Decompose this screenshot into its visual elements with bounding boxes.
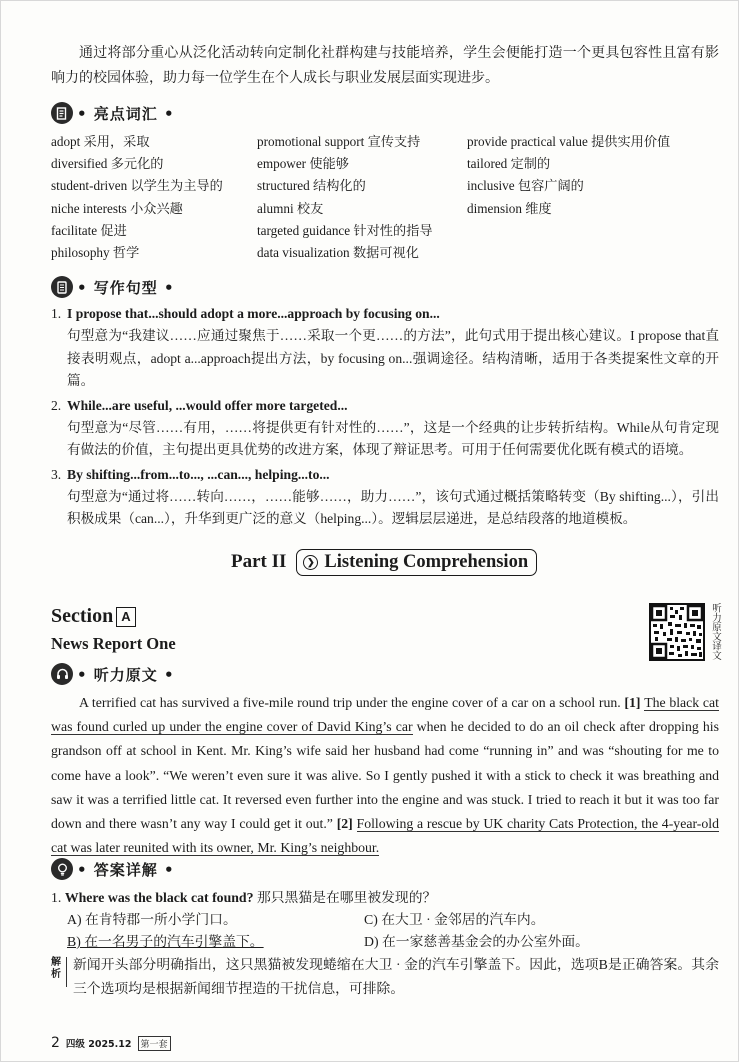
writing-heading xyxy=(51,275,175,299)
pattern-explanation: 句型意为“尽管……有用，……将提供更有针对性的……”，这是一个经典的让步转折结构。While从句肯定现有做法的价值，主句提出更具优势的改进方案，体现了辩证思考。可用于任何需要优化既有模式的语境。 xyxy=(67,419,719,457)
news-report-title: News Report One xyxy=(51,634,176,653)
vocab-grid xyxy=(51,131,719,264)
vocab-item: diversified 多元化的 xyxy=(51,156,164,172)
answer-marker-2: [2] xyxy=(336,816,357,832)
publication-label: 四级 2025.12 xyxy=(65,1039,132,1050)
vocab-item: promotional support 宣传支持 xyxy=(257,134,421,149)
answers-heading xyxy=(51,857,175,881)
pattern-explanation: 句型意为“通过将……转向……，……能够……，助力……”，该句式通过概括策略转变（By shifting...），引出积极成果（can...），升华到更广泛的意义（helping...）。逻辑层层递进，是总结段落的地道模板。 xyxy=(67,488,719,526)
vocab-item: adopt 采用，采取 xyxy=(51,134,150,149)
vocab-item: empower 使能够 xyxy=(257,156,349,172)
page-number: 2 xyxy=(51,1035,60,1051)
transcript-segment: A terrified cat has survived a five-mile round trip under the engine cover of a car on a school run. xyxy=(79,695,625,710)
part-title: Listening Comprehension xyxy=(324,551,529,572)
question-zh: 那只黑猫是在哪里被发现的？ xyxy=(256,890,437,905)
vocab-empty xyxy=(467,220,719,242)
pattern-text: By shifting...from...to..., ...can..., helping...to... xyxy=(67,466,330,482)
qr-code[interactable] xyxy=(649,603,705,661)
vocab-item: philosophy 哲学 xyxy=(51,244,140,260)
option-d: D) 在一家慈善基金会的办公室外面。 xyxy=(364,934,589,949)
sentence-patterns xyxy=(51,303,719,531)
headphones-icon xyxy=(51,663,73,685)
sentence-pattern-item xyxy=(51,464,719,531)
writing-title: • 写作句型 • xyxy=(77,278,175,297)
chevron-right-icon: ❯ xyxy=(303,555,318,570)
options xyxy=(51,909,719,953)
vocab-item: student-driven 以学生为主导的 xyxy=(51,178,223,194)
listening-heading xyxy=(51,662,175,686)
transcript-segment: when he decided to do an oil check after dropping his grandson off at school in Kent. Mr. King’s wife said her husband had come “running in” and was “shouting for me to come have a look”. “We weren’t even sure it was alive. So I gently pushed it with a stick to check it was breathing and saw it was a terrified little cat. It reversed even further into the engine and was stuck. I tried to reach it but it was too far down and there wasn’t any way I could get it out.” xyxy=(51,719,719,832)
item-number: 3. xyxy=(51,466,62,482)
answer-evidence-1: The black cat was found curled up under the engine cover of David King’s car xyxy=(51,695,719,735)
sentence-pattern-item xyxy=(51,303,719,393)
part-title-box xyxy=(296,549,537,576)
vocab-item: dimension 维度 xyxy=(467,200,552,216)
notebook-icon xyxy=(51,276,73,298)
vocab-item: inclusive 包容广阔的 xyxy=(467,178,584,194)
vocab-item: facilitate 促进 xyxy=(51,222,127,238)
analysis-tag: 解析 xyxy=(51,957,67,987)
vocab-item: targeted guidance 针对性的指导 xyxy=(257,222,433,238)
qr-caption: 听力原文译文 xyxy=(710,603,721,660)
intro-paragraph: 通过将部分重心从泛化活动转向定制化社群构建与技能培养，学生会便能打造一个更具包容性且富有影响力的校园体验，助力每一位学生在个人成长与职业发展层面实现进步。 xyxy=(51,46,719,86)
part-heading xyxy=(231,547,537,577)
answers-title: • 答案详解 • xyxy=(77,860,175,879)
vocab-item: niche interests 小众兴趣 xyxy=(51,200,183,216)
answer-marker-1: [1] xyxy=(624,695,645,710)
highlights-heading xyxy=(51,101,175,125)
issue-label: 第一套 xyxy=(138,1036,171,1051)
pattern-text: I propose that...should adopt a more...approach by focusing on... xyxy=(67,306,440,321)
vocab-empty xyxy=(467,242,719,264)
vocab-item: alumni 校友 xyxy=(257,200,324,216)
vocab-item: tailored 定制的 xyxy=(467,156,551,172)
lightbulb-icon xyxy=(51,858,73,880)
part-label: Part II xyxy=(231,551,287,572)
listening-transcript xyxy=(51,691,719,860)
section-label: Section xyxy=(51,605,114,627)
vocab-item: provide practical value 提供实用价值 xyxy=(467,134,671,149)
item-number: 2. xyxy=(51,397,62,413)
question xyxy=(51,887,719,909)
sentence-pattern-item xyxy=(51,395,719,462)
highlights-title: • 亮点词汇 • xyxy=(77,104,175,123)
pattern-explanation: 句型意为“我建议……应通过聚焦于……采取一个更……的方法”，此句式用于提出核心建议。I propose that直接表明观点，adopt a...approach提出方法，by focusing on...强调途径。结构清晰，适用于各类提案性文章的开篇。 xyxy=(67,328,719,388)
option-c: C) 在大卫 · 金邻居的汽车内。 xyxy=(364,912,545,927)
analysis-text: 新闻开头部分明确指出，这只黑猫被发现蜷缩在大卫 · 金的汽车引擎盖下。因此，选项B是正确答案。其余三个选项均是根据新闻细节捏造的干扰信息，可排除。 xyxy=(73,957,719,996)
page-footer xyxy=(51,1035,171,1051)
question-block xyxy=(51,887,719,953)
vocab-item: data visualization 数据可视化 xyxy=(257,244,419,260)
section-heading xyxy=(51,605,136,628)
listening-title: • 听力原文 • xyxy=(77,665,175,684)
question-en: Where was the black cat found? xyxy=(64,890,254,905)
section-letter: A xyxy=(116,607,135,627)
analysis-block xyxy=(51,953,719,1001)
answer-evidence-2: Following a rescue by UK charity Cats Protection, the 4-year-old cat was later reunited with its owner, Mr. King’s neighbour. xyxy=(51,816,719,856)
question-number: 1. xyxy=(51,890,62,905)
option-b: B) 在一名男子的汽车引擎盖下。 xyxy=(67,934,264,949)
vocab-item: structured 结构化的 xyxy=(257,178,366,194)
pattern-text: While...are useful, ...would offer more targeted... xyxy=(67,397,348,413)
item-number: 1. xyxy=(51,306,62,321)
document-icon xyxy=(51,102,73,124)
option-a: A) 在肯特郡一所小学门口。 xyxy=(67,912,237,927)
